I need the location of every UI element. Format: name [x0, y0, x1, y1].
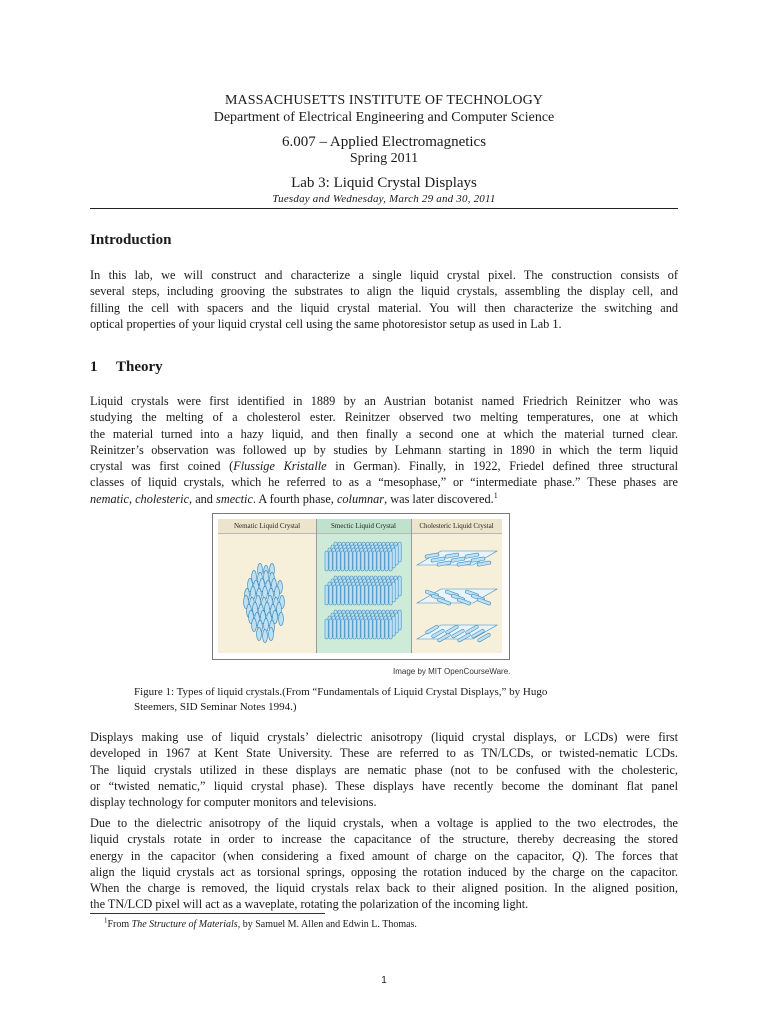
panel-title-cholesteric: Cholesteric Liquid Crystal: [411, 519, 502, 534]
smectic-molecule: [345, 619, 348, 639]
nematic-molecule: [269, 628, 274, 641]
text-run: From: [107, 919, 132, 930]
caption-line: Figure 1: Types of liquid crystals.(From “Fundamentals of Liquid Crystal Displays,” by Hugo: [134, 686, 548, 698]
footnote-mark: 1: [104, 916, 108, 925]
text-run: , was later discovered.: [384, 491, 494, 506]
text-line: studying the melting of a cholesterol ester. Reinitzer observed two melting temperatures, one at which: [90, 410, 678, 425]
smectic-molecule: [389, 551, 392, 571]
smectic-molecule: [329, 585, 332, 605]
text-line: developed in 1967 at Kent State University. These are referred to as TN/LCDs, or twisted-nematic LCDs.: [90, 746, 678, 761]
text-line: or “twisted nematic,” liquid crystal phase). These displays have recently become the dominant flat panel: [90, 778, 678, 793]
nematic-molecule: [279, 613, 284, 626]
smectic-molecule: [389, 619, 392, 639]
phase-columnar: columnar: [336, 491, 385, 506]
smectic-molecule: [345, 551, 348, 571]
nematic-illustration: [218, 533, 316, 653]
anisotropy-paragraph: [90, 815, 678, 913]
text-line: Reinitzer’s observation was followed up by studies by Lehmann starting in 1890 in which the term liquid: [90, 442, 678, 457]
smectic-molecule: [349, 619, 352, 639]
charge-symbol: Q: [571, 848, 581, 863]
text-line: classes of liquid crystals, which he referred to as a “mesophase,” or “intermediate phase.” These phases are: [90, 475, 678, 490]
institution-name: MASSACHUSETTS INSTITUTE OF TECHNOLOGY: [224, 93, 544, 108]
smectic-molecule: [329, 619, 332, 639]
smectic-molecule: [353, 619, 356, 639]
smectic-molecule: [325, 551, 328, 571]
phase-cholesteric: cholesteric: [135, 491, 190, 506]
panel-title-nematic: Nematic Liquid Crystal: [218, 519, 316, 534]
smectic-molecule: [333, 619, 336, 639]
text-line: In this lab, we will construct and characterize a single liquid crystal pixel. The construction consists of: [90, 268, 678, 282]
lab-title: Lab 3: Liquid Crystal Displays: [291, 175, 477, 191]
phase-smectic: smectic: [216, 491, 253, 506]
smectic-molecule: [333, 551, 336, 571]
text-line: Displays making use of liquid crystals’ dielectric anisotropy (liquid crystal displays, or LCDs) were first: [90, 730, 678, 744]
text-run: ). The forces that: [580, 848, 678, 863]
smectic-molecule: [369, 585, 372, 605]
smectic-molecule: [385, 551, 388, 571]
text-line: the material turned into a hazy liquid, and then finally a second one at which the material turned clear.: [90, 426, 678, 441]
smectic-molecule: [377, 585, 380, 605]
smectic-molecule: [325, 585, 328, 605]
section-number: 1: [90, 359, 98, 375]
smectic-molecule: [333, 585, 336, 605]
course-title: 6.007 – Applied Electromagnetics: [281, 134, 487, 150]
footnote-rule: [90, 913, 325, 914]
smectic-molecule: [341, 619, 344, 639]
smectic-molecule: [361, 585, 364, 605]
displays-paragraph: [90, 729, 678, 810]
text-run: . A fourth phase,: [252, 491, 337, 506]
section-title: Theory: [116, 359, 163, 375]
text-run: energy in the capacitor (when considering a fixed amount of charge on the capacitor,: [90, 848, 572, 863]
figure-caption: [134, 685, 634, 715]
term: Spring 2011: [349, 151, 419, 166]
panel-title-smectic: Smectic Liquid Crystal: [316, 519, 411, 534]
image-credit: Image by MIT OpenCourseWare.: [393, 667, 511, 676]
smectic-molecule: [373, 585, 376, 605]
cholesteric-illustration: [411, 533, 502, 653]
text-line: [90, 491, 678, 507]
footnote-marker: 1: [493, 490, 498, 500]
smectic-molecule: [329, 551, 332, 571]
smectic-illustration: [316, 533, 411, 653]
smectic-molecule: [361, 619, 364, 639]
text-run: , by Samuel M. Allen and Edwin L. Thomas.: [237, 919, 417, 930]
panel-divider: [316, 519, 317, 653]
smectic-molecule: [357, 551, 360, 571]
text-line: Liquid crystals were first identified in 1889 by an Austrian botanist named Friedrich Reinitzer who was: [90, 394, 678, 408]
smectic-molecule: [385, 619, 388, 639]
nematic-molecule: [263, 630, 268, 643]
smectic-molecule: [365, 551, 368, 571]
smectic-molecule: [365, 619, 368, 639]
theory-heading: [90, 358, 163, 376]
smectic-molecule: [369, 619, 372, 639]
smectic-molecule: [325, 619, 328, 639]
text-line: Due to the dielectric anisotropy of the liquid crystals, when a voltage is applied to the two electrodes, the: [90, 816, 678, 830]
smectic-molecule: [345, 585, 348, 605]
text-line: filling the cell with spacers and the liquid crystal material. You will then characterize the switching and: [90, 300, 678, 315]
lab-date: Tuesday and Wednesday, March 29 and 30, 2011: [272, 193, 496, 205]
text-line: display technology for computer monitors and televisions.: [90, 795, 377, 810]
introduction-paragraph: [90, 267, 678, 332]
phase-nematic: nematic: [90, 491, 129, 506]
text-line: [90, 848, 678, 864]
smectic-molecule: [337, 551, 340, 571]
smectic-molecule: [377, 619, 380, 639]
text-line: [90, 458, 678, 474]
smectic-molecule: [349, 585, 352, 605]
smectic-molecule: [381, 619, 384, 639]
smectic-molecule: [353, 551, 356, 571]
smectic-panel: [316, 519, 411, 653]
text-line: optical properties of your liquid crystal cell using the same photoresistor setup as used in Lab 1.: [90, 316, 562, 331]
text-line: When the charge is removed, the liquid crystals relax back to their aligned position. In the aligned position,: [90, 881, 678, 896]
text-run: , and: [189, 491, 217, 506]
smectic-molecule: [377, 551, 380, 571]
text-line: align the liquid crystals act as torsional springs, opposing the rotation induced by the charge on the capacitor.: [90, 864, 678, 879]
caption-line: Steemers, SID Seminar Notes 1994.): [134, 701, 297, 713]
panel-divider: [411, 519, 412, 653]
smectic-molecule: [361, 551, 364, 571]
header-rule: [90, 208, 678, 209]
german-term: Flussige Kristalle: [233, 459, 327, 474]
nematic-molecule: [252, 619, 257, 632]
introduction-heading: Introduction: [90, 232, 172, 248]
smectic-molecule: [373, 619, 376, 639]
smectic-molecule: [353, 585, 356, 605]
nematic-molecule: [257, 628, 262, 641]
smectic-molecule: [337, 619, 340, 639]
smectic-molecule: [381, 585, 384, 605]
smectic-molecule: [385, 585, 388, 605]
book-title: The Structure of Materials: [131, 919, 238, 930]
text-run: ,: [128, 491, 136, 506]
smectic-molecule: [341, 585, 344, 605]
text-line: several steps, including grooving the substrates to align the liquid crystals, assembling the display cell, and: [90, 284, 678, 299]
footnote: [104, 918, 417, 931]
smectic-molecule: [381, 551, 384, 571]
department-name: Department of Electrical Engineering and Computer Science: [213, 110, 555, 125]
liquid-crystal-figure: [212, 513, 510, 660]
text-line: the TN/LCD pixel will act as a waveplate, rotating the polarization of the incoming light.: [90, 897, 529, 912]
smectic-molecule: [389, 585, 392, 605]
page-number: 1: [381, 975, 387, 986]
text-line: liquid crystals rotate in order to increase the capacitance of the structure, thereby decreasing the stored: [90, 832, 678, 847]
smectic-molecule: [369, 551, 372, 571]
smectic-molecule: [337, 585, 340, 605]
theory-paragraph: [90, 393, 678, 507]
smectic-molecule: [373, 551, 376, 571]
cholesteric-panel: [411, 519, 502, 653]
smectic-molecule: [341, 551, 344, 571]
smectic-molecule: [365, 585, 368, 605]
nematic-panel: [218, 519, 316, 653]
smectic-molecule: [357, 585, 360, 605]
text-run: crystal was first coined (: [90, 459, 234, 474]
text-line: The liquid crystals utilized in these displays are nematic phase (not to be confused with the cholesteric,: [90, 762, 678, 777]
text-run: in German). Finally, in 1922, Friedel defined three structural: [326, 459, 678, 474]
smectic-molecule: [349, 551, 352, 571]
smectic-molecule: [357, 619, 360, 639]
